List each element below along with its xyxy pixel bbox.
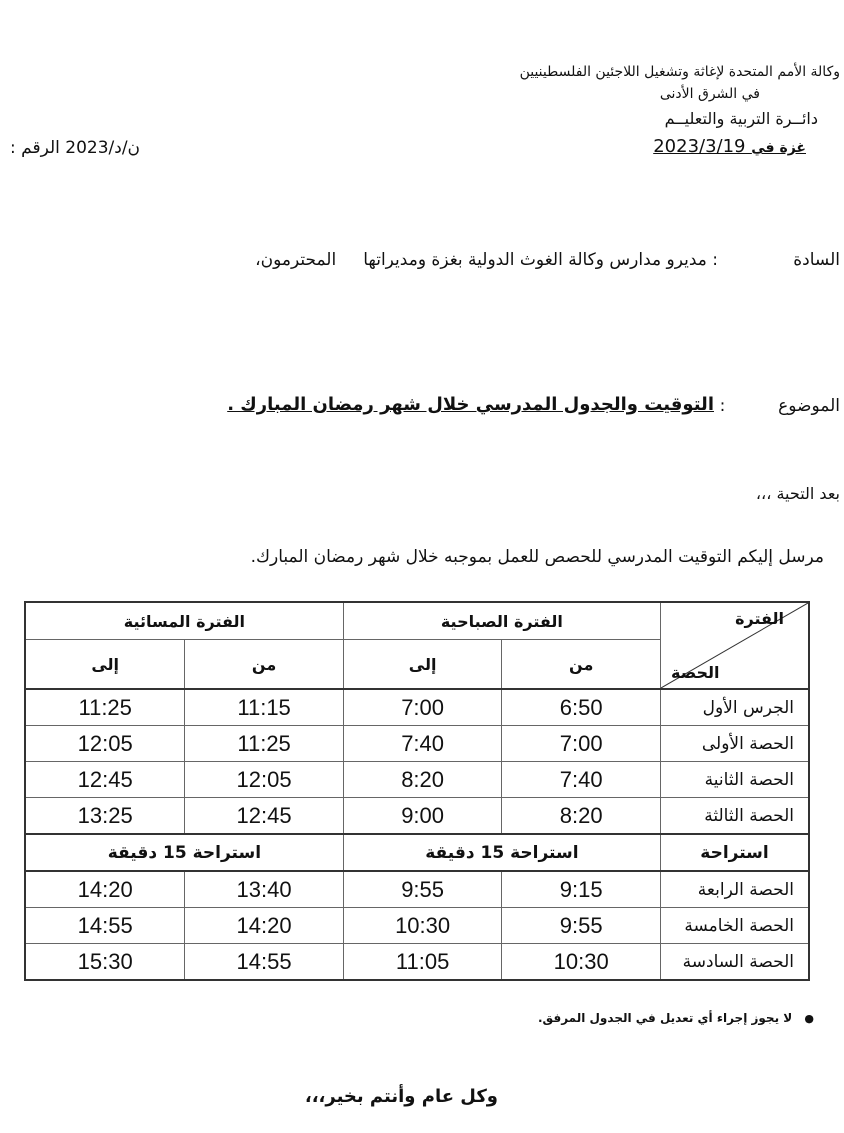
table-row (25, 726, 809, 762)
note-text: لا يجوز إجراء أي تعديل في الجدول المرفق. (537, 1011, 793, 1025)
evening-to: 14:55 (25, 908, 185, 944)
table-row (25, 908, 809, 944)
reference-label: الرقم : (10, 138, 60, 158)
table-row (25, 871, 809, 908)
table-row (25, 798, 809, 835)
subject-colon: : (719, 396, 726, 416)
morning-to: 11:05 (343, 944, 502, 981)
period-label: الحصة السادسة (661, 944, 810, 981)
morning-from: 10:30 (502, 944, 661, 981)
evening-header: الفترة المسائية (25, 602, 343, 640)
date-label: غزة في (751, 140, 806, 156)
subject-label (720, 396, 840, 416)
morning-header: الفترة الصباحية (343, 602, 660, 640)
break-label: استراحة (661, 834, 810, 871)
evening-from-header: من (185, 640, 343, 689)
evening-from: 14:20 (185, 908, 343, 944)
period-label: الجرس الأول (661, 689, 810, 726)
addressee-label: السادة (793, 250, 840, 270)
org-name-line1: وكالة الأمم المتحدة لإغاثة وتشغيل اللاجئين الفلسطينيين (519, 64, 840, 80)
table-row (25, 689, 809, 726)
corner-header-cell (661, 602, 810, 689)
period-label: الحصة الثالثة (661, 798, 810, 835)
table-row (25, 762, 809, 798)
evening-from: 11:25 (185, 726, 343, 762)
evening-from: 11:15 (185, 689, 343, 726)
bullet-icon: ● (804, 1012, 814, 1025)
morning-from: 6:50 (502, 689, 661, 726)
subject-label-text: الموضوع (778, 396, 840, 416)
subject-text: التوقيت والجدول المدرسي خلال شهر رمضان المبارك . (227, 394, 714, 415)
period-label: الحصة الخامسة (661, 908, 810, 944)
morning-to: 9:55 (343, 871, 502, 908)
schedule-table (24, 601, 810, 981)
break-row (25, 834, 809, 871)
evening-to-header: إلى (25, 640, 185, 689)
evening-from: 12:05 (185, 762, 343, 798)
morning-from: 7:00 (502, 726, 661, 762)
evening-to: 11:25 (25, 689, 185, 726)
evening-from: 14:55 (185, 944, 343, 981)
morning-from: 7:40 (502, 762, 661, 798)
morning-from: 9:55 (502, 908, 661, 944)
greeting: بعد التحية ،،، (755, 484, 840, 503)
letter-date (653, 136, 806, 157)
periods-after-break (25, 871, 809, 980)
body-paragraph: مرسل إليكم التوقيت المدرسي للحصص للعمل بموجبه خلال شهر رمضان المبارك. (250, 547, 824, 567)
corner-bottom-label: الحصة (671, 663, 720, 682)
morning-from: 9:15 (502, 871, 661, 908)
morning-to-header: إلى (343, 640, 502, 689)
closing-line: وكل عام وأنتم بخير،،، (304, 1086, 498, 1107)
period-label: الحصة الرابعة (661, 871, 810, 908)
evening-to: 12:05 (25, 726, 185, 762)
corner-top-label: الفترة (735, 609, 784, 628)
note (538, 1011, 814, 1025)
period-label: الحصة الثانية (661, 762, 810, 798)
evening-to: 13:25 (25, 798, 185, 835)
date-value: 2023/3/19 (653, 136, 746, 157)
morning-to: 7:40 (343, 726, 502, 762)
period-label: الحصة الأولى (661, 726, 810, 762)
department-name: دائــرة التربية والتعليــم (664, 109, 818, 128)
evening-from: 12:45 (185, 798, 343, 835)
reference-number (10, 138, 140, 158)
org-name-line2: في الشرق الأدنى (659, 86, 760, 102)
periods-before-break (25, 689, 809, 834)
table-row (25, 944, 809, 981)
morning-to: 10:30 (343, 908, 502, 944)
addressee-text: : مديرو مدارس وكالة الغوث الدولية بغزة ومديراتها المحترمون، (255, 250, 718, 270)
morning-to: 7:00 (343, 689, 502, 726)
morning-from-header: من (502, 640, 661, 689)
evening-to: 14:20 (25, 871, 185, 908)
reference-value: ن/د/2023 (65, 138, 141, 158)
evening-from: 13:40 (185, 871, 343, 908)
morning-from: 8:20 (502, 798, 661, 835)
evening-to: 12:45 (25, 762, 185, 798)
evening-to: 15:30 (25, 944, 185, 981)
evening-break: استراحة 15 دقيقة (25, 834, 343, 871)
morning-to: 9:00 (343, 798, 502, 835)
morning-to: 8:20 (343, 762, 502, 798)
morning-break: استراحة 15 دقيقة (343, 834, 660, 871)
